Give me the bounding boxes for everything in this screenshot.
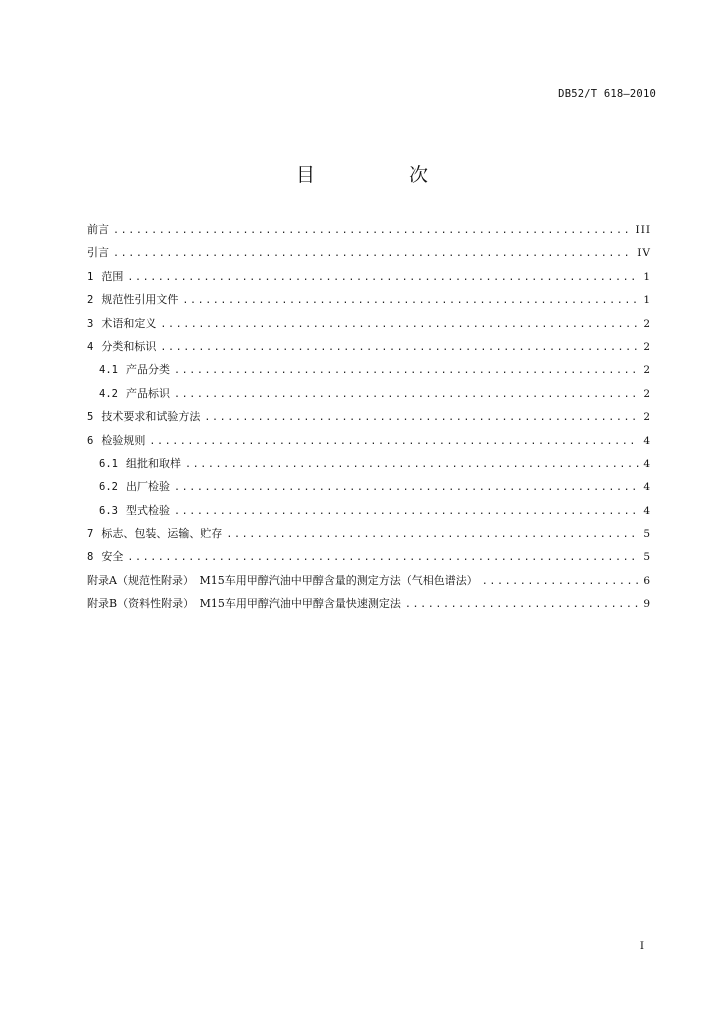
toc-leader-dots	[160, 336, 639, 359]
toc-leader-dots	[113, 219, 632, 242]
toc-entry[interactable]	[87, 358, 651, 381]
toc-entry-page: 4	[643, 434, 651, 447]
toc-entry-title: 范围	[101, 269, 124, 283]
toc-entry-page: IV	[637, 247, 651, 260]
toc-entry-page: 4	[643, 504, 651, 517]
toc-entry-number: 4	[87, 340, 94, 353]
toc-entry-title: 安全	[101, 550, 124, 564]
toc-entry-page: 2	[643, 364, 651, 377]
toc-entry-page: 6	[643, 574, 651, 587]
toc-leader-dots	[127, 266, 639, 289]
toc-entry-title: 组批和取样	[125, 456, 181, 470]
toc-entry-number: 6	[87, 434, 94, 447]
toc-entry[interactable]	[87, 569, 651, 592]
table-of-contents	[87, 218, 651, 616]
toc-entry[interactable]	[87, 382, 651, 405]
toc-entry[interactable]	[87, 265, 651, 288]
toc-entry-number: 7	[87, 528, 94, 541]
toc-entry-title: 规范性引用文件	[101, 293, 179, 307]
toc-entry-title: 前言	[87, 223, 109, 236]
toc-entry[interactable]	[87, 405, 651, 428]
toc-entry-title: 型式检验	[125, 503, 170, 517]
toc-leader-dots	[149, 430, 639, 453]
toc-entry-title: 技术要求和试验方法	[101, 410, 201, 424]
toc-entry[interactable]	[87, 429, 651, 452]
toc-leader-dots	[160, 313, 639, 336]
toc-entry-title: 检验规则	[101, 433, 146, 447]
toc-entry-page: 4	[643, 457, 651, 470]
toc-entry-number: 2	[87, 294, 94, 307]
toc-entry-number: 6.1	[99, 457, 118, 470]
toc-leader-dots	[174, 476, 639, 499]
toc-entry[interactable]	[87, 218, 651, 241]
page-number: I	[639, 940, 644, 952]
toc-entry-number: 3	[87, 317, 94, 330]
toc-entry-page: 5	[643, 528, 651, 541]
toc-leader-dots	[226, 523, 639, 546]
toc-entry-number: 8	[87, 551, 94, 564]
toc-leader-dots	[182, 289, 639, 312]
toc-entry-title: 引言	[87, 246, 109, 260]
toc-entry-title: 附录A（规范性附录） M15车用甲醇汽油中甲醇含量的测定方法（气相色谱法）	[87, 573, 478, 587]
document-code: DB52/T 618—2010	[558, 88, 656, 100]
toc-entry-number: 6.2	[99, 481, 118, 494]
toc-entry-number: 6.3	[99, 504, 118, 517]
page-title: 目 次	[295, 164, 473, 186]
toc-entry-number: 5	[87, 411, 94, 424]
toc-entry-page: 1	[643, 294, 651, 307]
toc-leader-dots	[482, 570, 640, 593]
toc-entry[interactable]	[87, 522, 651, 545]
toc-leader-dots	[405, 593, 639, 616]
toc-leader-dots	[174, 359, 639, 382]
toc-entry-page: 4	[643, 481, 651, 494]
toc-leader-dots	[185, 453, 639, 476]
toc-entry-title: 分类和标识	[101, 339, 157, 353]
toc-entry[interactable]	[87, 452, 651, 475]
toc-entry-page: 2	[643, 411, 651, 424]
toc-entry-title: 出厂检验	[125, 480, 170, 494]
toc-entry[interactable]	[87, 241, 651, 264]
toc-entry-page: 2	[643, 340, 651, 353]
toc-entry[interactable]	[87, 312, 651, 335]
toc-entry-number: 4.2	[99, 387, 118, 400]
toc-entry-page: 2	[643, 387, 651, 400]
toc-entry-title: 标志、包装、运输、贮存	[101, 527, 223, 541]
toc-leader-dots	[174, 383, 639, 406]
toc-entry-page: 5	[643, 551, 651, 564]
toc-entry-number: 1	[87, 270, 94, 283]
toc-entry-page: III	[635, 224, 651, 236]
toc-leader-dots	[174, 500, 639, 523]
toc-leader-dots	[204, 406, 639, 429]
toc-entry-page: 1	[643, 270, 651, 283]
toc-entry[interactable]	[87, 288, 651, 311]
toc-entry-page: 9	[643, 598, 651, 611]
toc-leader-dots	[113, 242, 633, 265]
toc-entry-title: 附录B（资料性附录） M15车用甲醇汽油中甲醇含量快速测定法	[87, 597, 401, 611]
toc-entry-title: 术语和定义	[101, 316, 157, 330]
toc-entry[interactable]	[87, 475, 651, 498]
toc-entry[interactable]	[87, 545, 651, 568]
toc-entry[interactable]	[87, 592, 651, 615]
toc-entry[interactable]	[87, 335, 651, 358]
toc-entry[interactable]	[87, 499, 651, 522]
toc-entry-page: 2	[643, 317, 651, 330]
toc-entry-title: 产品标识	[125, 386, 170, 400]
toc-entry-title: 产品分类	[125, 363, 170, 377]
toc-leader-dots	[127, 546, 639, 569]
toc-entry-number: 4.1	[99, 364, 118, 377]
